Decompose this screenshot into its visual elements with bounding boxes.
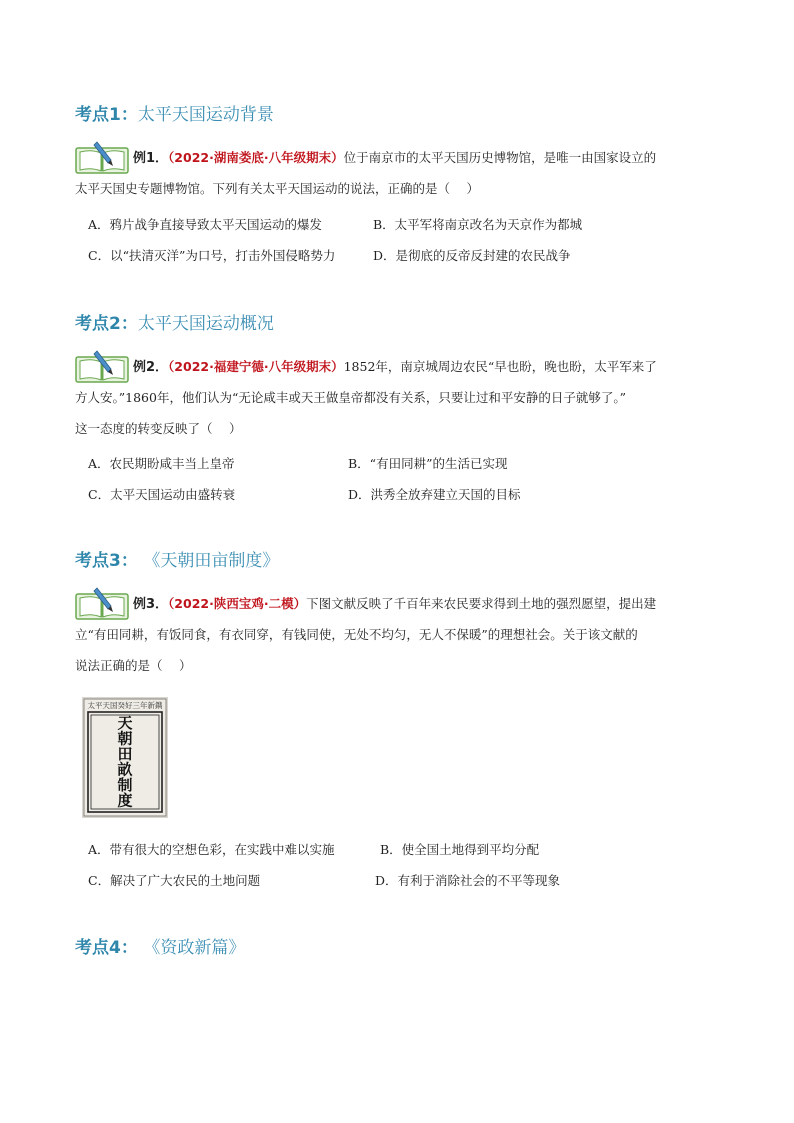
question-text: 1852年，南京城周边农民“早也盼，晚也盼，太平军来了 [343, 359, 657, 374]
question-source: （2022·湖南娄底·八年级期末） [168, 150, 344, 165]
document-title-char: 天 [117, 714, 133, 732]
question-text: 下图文献反映了千百年来农民要求得到土地的强烈愿望，提出建 [306, 596, 657, 611]
question-text: 位于南京市的太平天国历史博物馆，是唯一由国家设立的 [343, 150, 657, 165]
option-b[interactable]: B．使全国土地得到平均分配 [380, 842, 540, 857]
section-title-2 [75, 313, 274, 335]
question-2 [75, 351, 718, 444]
option-b[interactable]: B．太平军将南京改名为天京作为都城 [373, 217, 583, 232]
document-title-char: 制 [117, 776, 133, 794]
option-d[interactable]: D．洪秀全放弃建立天国的目标 [348, 487, 521, 502]
question-text: 太平天国史专题博物馆。下列有关太平天国运动的说法，正确的是（ ） [75, 181, 479, 196]
document-title-char: 度 [117, 791, 133, 810]
question-3 [75, 588, 718, 681]
section-label: 考点3 [75, 551, 121, 571]
question-text: 立“有田同耕，有饭同食，有衣同穿，有钱同使，无处不均匀，无人不保暖”的理想社会。关于该文献的 [75, 627, 638, 642]
option-a[interactable]: A．农民期盼咸丰当上皇帝 [88, 456, 235, 471]
document-top-text: 太平天国癸好三年新鐫 [87, 701, 163, 710]
document-title-char: 畝 [117, 760, 133, 779]
question-label: 例2． [133, 360, 169, 375]
section-title-4 [75, 937, 245, 959]
section-label: 考点4 [75, 938, 121, 958]
question-text: 方人安。”1860年，他们认为“无论咸丰或天王做皇帝都没有关系，只要让过和平安静的日子就够了。” [75, 390, 626, 405]
section-sep: ： [120, 938, 138, 958]
section-sep: ： [120, 314, 138, 334]
question-1 [75, 142, 718, 204]
document-title [117, 714, 132, 810]
question-source: （2022·福建宁德·八年级期末） [168, 359, 344, 374]
section-sep: ： [120, 105, 138, 125]
section-text: 太平天国运动背景 [137, 105, 274, 125]
document-title-char: 朝 [117, 729, 133, 748]
section-title-1 [75, 104, 274, 126]
question-text: 这一态度的转变反映了（ ） [75, 421, 242, 436]
section-label: 考点1 [75, 105, 121, 125]
section-text: 《天朝田亩制度》 [151, 551, 280, 571]
section-sep: ： [120, 551, 138, 571]
section-text: 《资政新篇》 [151, 938, 246, 958]
section-title-3 [75, 550, 279, 572]
option-c[interactable]: C．解决了广大农民的土地问题 [88, 873, 261, 888]
document-title-char: 田 [117, 745, 133, 763]
option-c[interactable]: C．以“扶清灭洋”为口号，打击外国侵略势力 [88, 248, 336, 263]
option-a[interactable]: A．鸦片战争直接导致太平天国运动的爆发 [88, 217, 323, 232]
option-b[interactable]: B．“有田同耕”的生活已实现 [348, 456, 508, 471]
question-label: 例3． [133, 597, 169, 612]
document-cover-image [82, 697, 168, 818]
section-label: 考点2 [75, 314, 121, 334]
question-label: 例1． [133, 151, 169, 166]
option-d[interactable]: D．是彻底的反帝反封建的农民战争 [373, 248, 571, 263]
question-text: 说法正确的是（ ） [75, 658, 192, 673]
option-d[interactable]: D．有利于消除社会的不平等现象 [375, 873, 561, 888]
question-source: （2022·陕西宝鸡·二模） [168, 596, 307, 611]
option-a[interactable]: A．带有很大的空想色彩，在实践中难以实施 [88, 842, 335, 857]
option-c[interactable]: C．太平天国运动由盛转衰 [88, 487, 236, 502]
section-text: 太平天国运动概况 [137, 314, 274, 334]
